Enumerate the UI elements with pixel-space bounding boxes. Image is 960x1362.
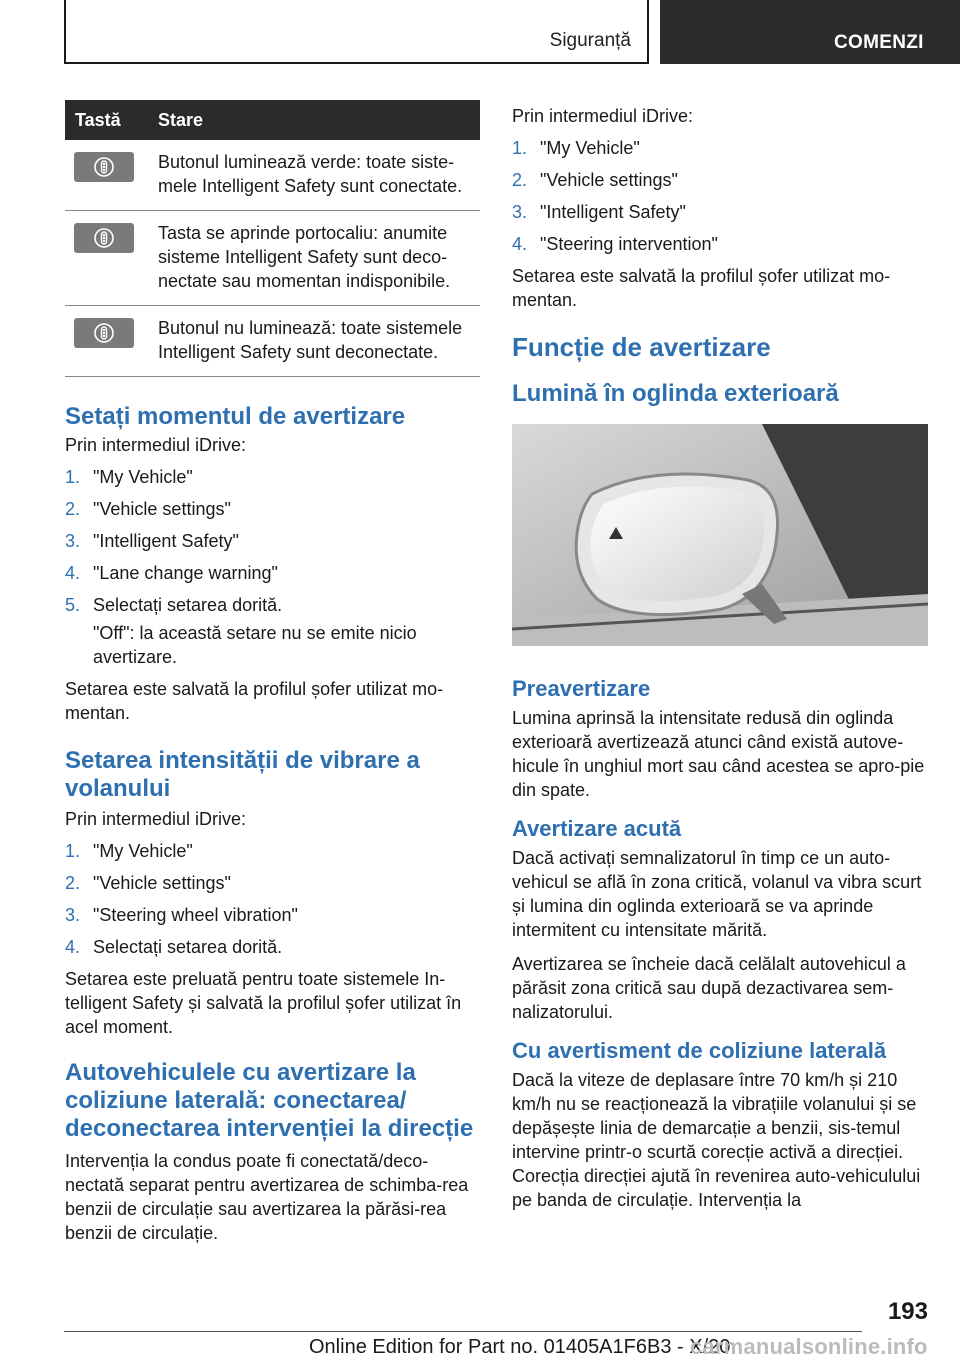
section-heading-pre-warning: Preavertizare: [512, 676, 651, 701]
steps-list: [512, 136, 928, 256]
section-heading-warning-function: Funcție de avertizare: [512, 332, 771, 362]
steps-list: [65, 465, 480, 669]
section-heading-collision-warning: Cu avertisment de coliziune laterală: [512, 1038, 887, 1063]
body-text: Avertizarea se încheie dacă celălalt autovehicul a părăsit zona critică sau după dezactivarea sem-nalizatorului.: [512, 954, 906, 1022]
body-text: Dacă la viteze de deplasare între 70 km/h și 210 km/h nu se reacționează la vibrațiile volanului și se depășește linia de demarcație a benzii, sis-temul intervine printr-o scurtă corecție activă a direcției. Corecția direcției ajută în revenirea auto-vehiculului pe banda de circulație. Intervenția la: [512, 1070, 921, 1210]
list-item: 1. "My Vehicle": [65, 841, 193, 861]
table-row: [65, 306, 480, 377]
footer-edition-text: Online Edition for Part no. 01405A1F6B3 - X/20: [309, 1336, 731, 1358]
header-chapter-label: COMENZI: [834, 32, 924, 53]
steps-list: [65, 839, 480, 959]
intelligent-safety-button-icon: [74, 223, 134, 253]
intro-text: Prin intermediul iDrive:: [65, 435, 247, 455]
key-state-table: [65, 100, 480, 377]
section-heading-warning-time: Setați momentul de avertizare: [65, 403, 406, 430]
table-header-key: Tastă: [65, 100, 158, 140]
step-sub-note: "Off": la această setare nu se emite nicio avertizare.: [93, 623, 417, 667]
list-item: 3. "Intelligent Safety": [65, 531, 239, 551]
list-item: 2. "Vehicle settings": [65, 499, 231, 519]
table-row: [65, 140, 480, 211]
side-mirror-photo: [512, 424, 928, 646]
intro-text: Prin intermediul iDrive:: [65, 809, 247, 829]
list-item: 4. "Lane change warning": [65, 563, 278, 583]
settings-note: Setarea este preluată pentru toate sistemele In-telligent Safety și salvată la profilul șofer utilizat în acel moment.: [65, 969, 462, 1037]
list-item: 3. "Steering wheel vibration": [65, 905, 298, 925]
intro-text: Prin intermediul iDrive:: [512, 106, 694, 126]
list-item: 2. "Vehicle settings": [512, 170, 678, 190]
table-cell-state: Butonul nu luminează: toate sistemele Intelligent Safety sunt deconectate.: [158, 306, 480, 377]
table-row: [65, 211, 480, 306]
section-heading-vibration: Setarea intensității de vibrare a volanului: [65, 747, 420, 802]
list-item: 4. Selectați setarea dorită.: [65, 937, 283, 957]
table-header-row: [65, 100, 480, 140]
page-number: 193: [887, 1298, 928, 1325]
section-heading-mirror-light: Lumină în oglinda exterioară: [512, 380, 839, 407]
header-section-title: Siguranță: [549, 30, 631, 51]
list-item: 1. "My Vehicle": [512, 138, 640, 158]
table-header-state: Stare: [158, 100, 480, 140]
left-column: [65, 100, 480, 1245]
body-text: Intervenția la condus poate fi conectată/deco-nectată separat pentru avertizarea de schimba-rea benzii de circulație sau avertizarea la părăsi-rea benzii de circulație.: [65, 1151, 469, 1243]
header-chapter-tab[interactable]: [660, 0, 960, 64]
list-item: 4. "Steering intervention": [512, 234, 718, 254]
body-text: Dacă activați semnalizatorul în timp ce un auto-vehicul se află în zona critică, volanul va vibra scurt și lumina din oglinda exterioară se va aprinde intermitent cu intensitate mărită.: [512, 848, 922, 940]
table-cell-state: Tasta se aprinde portocaliu: anumite sisteme Intelligent Safety sunt deco-nectate sau momentan indisponibile.: [158, 211, 480, 306]
settings-note: Setarea este salvată la profilul șofer utilizat mo-mentan.: [65, 679, 444, 723]
list-item: 2. "Vehicle settings": [65, 873, 231, 893]
header-frame: [64, 0, 649, 64]
section-heading-steering-intervention: Autovehiculele cu avertizare la coliziune laterală: conectarea/ deconectarea intervenției la direcție: [65, 1059, 474, 1142]
body-text: Lumina aprinsă la intensitate redusă din oglinda exterioară avertizează atunci când există autove-hicule în unghiul mort sau când acestea se apro-pie din spate.: [512, 708, 925, 800]
list-item: 5. Selectați setarea dorită. "Off": la această setare nu se emite nicio avertizare.: [65, 593, 480, 669]
section-heading-acute-warning: Avertizare acută: [512, 816, 682, 841]
right-column: [512, 100, 928, 1212]
intelligent-safety-button-icon: [74, 152, 134, 182]
list-item: 1. "My Vehicle": [65, 467, 193, 487]
footer-divider: [64, 1331, 862, 1332]
intelligent-safety-button-icon: [74, 318, 134, 348]
settings-note: Setarea este salvată la profilul șofer utilizat mo-mentan.: [512, 266, 891, 310]
table-cell-state: Butonul luminează verde: toate siste-mele Intelligent Safety sunt conectate.: [158, 140, 480, 211]
list-item: 3. "Intelligent Safety": [512, 202, 686, 222]
watermark: carmanualsonline.info: [690, 1334, 928, 1359]
